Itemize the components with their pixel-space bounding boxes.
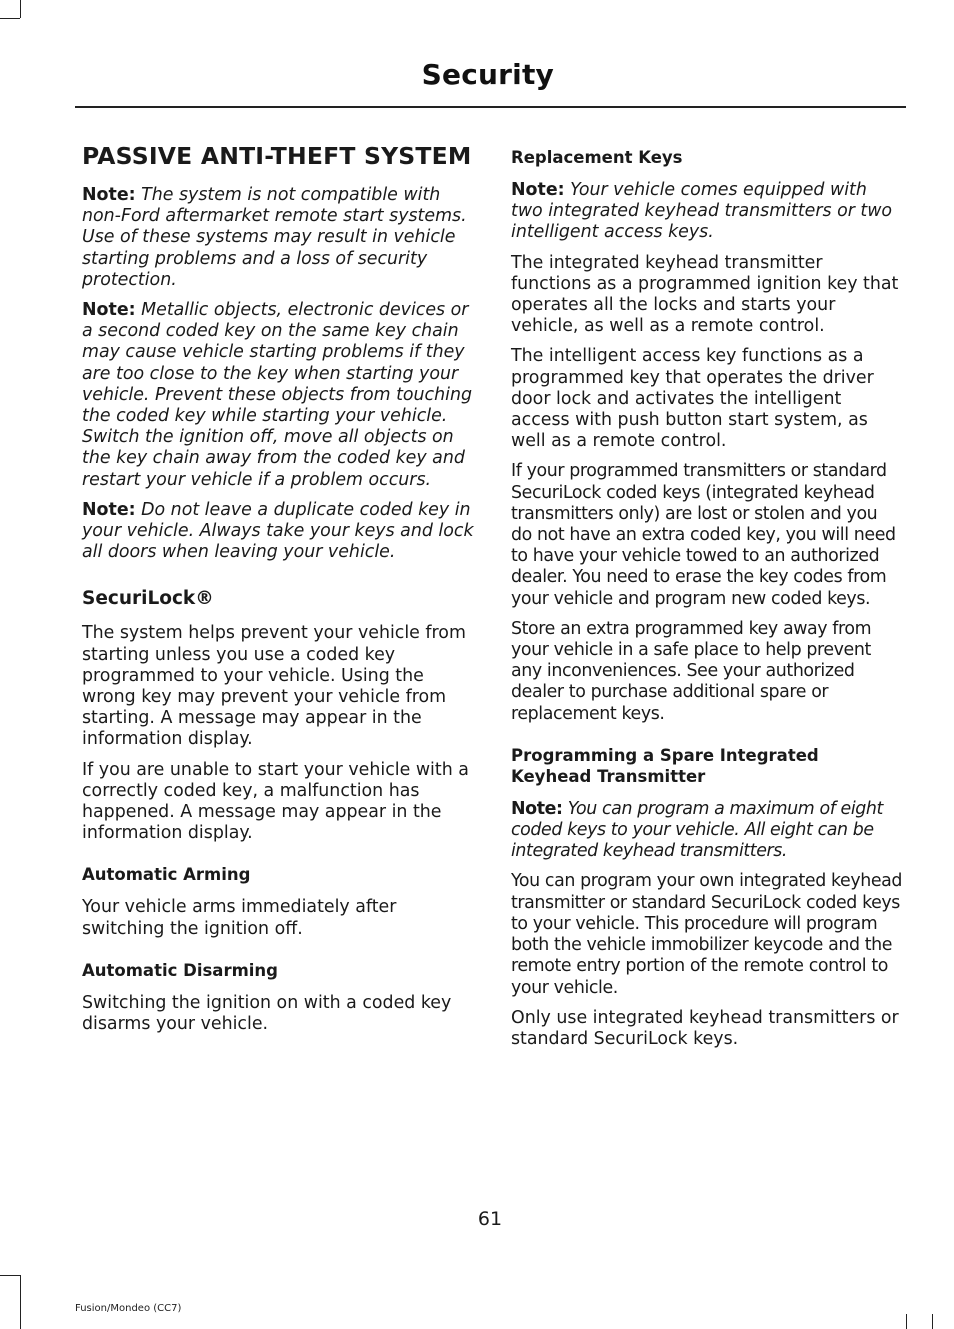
- crop-mark-top-left-v: [20, 0, 21, 18]
- note-text: Your vehicle comes equipped with two integrated keyhead transmitters or two intelligent access keys.: [511, 180, 893, 243]
- right-column: [511, 147, 903, 1059]
- crop-mark-bottom-right-a: [906, 1314, 907, 1329]
- arming-paragraph: Your vehicle arms immediately after switching the ignition off.: [82, 897, 397, 939]
- subsection-heading-automatic-arming: Automatic Arming: [82, 865, 251, 885]
- note-metallic-objects: [82, 300, 474, 491]
- crop-mark-top-left-h: [0, 18, 20, 19]
- subsection-heading-automatic-disarming: Automatic Disarming: [82, 960, 278, 980]
- header-divider: [75, 106, 906, 108]
- left-column: [82, 142, 474, 1044]
- programming-paragraph: You can program your own integrated keyhead transmitter or standard SecuriLock coded keys to your vehicle. This procedure will program both the vehicle immobilizer keycode and the remote entry portion of the remote control to your vehicle.: [511, 871, 903, 998]
- crop-mark-bottom-left-h: [0, 1275, 20, 1276]
- note-maximum-keys: [511, 799, 903, 863]
- crop-mark-bottom-right-b: [932, 1314, 933, 1329]
- note-compatibility: [82, 185, 474, 291]
- disarming-paragraph: Switching the ignition on with a coded key disarms your vehicle.: [82, 992, 452, 1035]
- programming-paragraph: Only use integrated keyhead transmitters or standard SecuriLock keys.: [511, 1007, 899, 1049]
- note-duplicate-key: [82, 500, 474, 564]
- securilock-paragraph: The system helps prevent your vehicle from starting unless you use a coded key programmed to your vehicle. Using the wrong key may prevent your vehicle from starting. A message may appear in the information display.: [82, 623, 466, 750]
- replacement-paragraph: If your programmed transmitters or standard SecuriLock coded keys (integrated keyhead transmitters only) are lost or stolen and you do not have an extra coded key, you will need to have your vehicle towed to an authorized dealer. You need to erase the key codes from your vehicle and program new coded keys.: [511, 461, 896, 609]
- note-label: Note:: [511, 798, 563, 819]
- footer-model: Fusion/Mondeo (CC7): [75, 1303, 182, 1314]
- subsection-heading-securilock: SecuriLock®: [82, 588, 214, 610]
- note-label: Note:: [82, 185, 136, 205]
- subsection-heading-programming-spare: Programming a Spare Integrated Keyhead Transmitter: [511, 745, 819, 786]
- section-heading-passive-anti-theft: PASSIVE ANTI-THEFT SYSTEM: [82, 142, 472, 170]
- crop-mark-bottom-left-v: [20, 1275, 21, 1329]
- subsection-heading-replacement-keys: Replacement Keys: [511, 148, 683, 167]
- page-title: Security: [421, 58, 554, 91]
- note-text: You can program a maximum of eight coded keys to your vehicle. All eight can be integrated keyhead transmitters.: [511, 798, 883, 862]
- note-label: Note:: [511, 180, 565, 200]
- page-number: 61: [477, 1208, 503, 1230]
- securilock-paragraph: If you are unable to start your vehicle with a correctly coded key, a malfunction has happened. A message may appear in the information display.: [82, 759, 469, 844]
- replacement-paragraph: The intelligent access key functions as a programmed key that operates the driver door lock and activates the intelligent access with push button start system, as well as a remote control.: [511, 346, 874, 452]
- replacement-paragraph: Store an extra programmed key away from your vehicle in a safe place to help prevent any inconveniences. See your authorized dealer to purchase additional spare or replacement keys.: [511, 618, 872, 724]
- note-label: Note:: [82, 300, 136, 321]
- note-text: Do not leave a duplicate coded key in your vehicle. Always take your keys and lock all doors when leaving your vehicle.: [82, 499, 474, 563]
- replacement-paragraph: The integrated keyhead transmitter functions as a programmed ignition key that operates all the locks and starts your vehicle, as well as a remote control.: [511, 252, 899, 337]
- note-label: Note:: [82, 499, 136, 520]
- note-text: The system is not compatible with non-Ford aftermarket remote start systems. Use of these systems may result in vehicle starting problems and a loss of security protection.: [82, 185, 467, 290]
- note-text: Metallic objects, electronic devices or a second coded key on the same key chain may cause vehicle starting problems if they are too close to the key when starting your vehicle. Prevent these objects from touching the coded key while starting your vehicle. Switch the ignition off, move all objects on the key chain away from the coded key and restart your vehicle if a problem occurs.: [82, 300, 473, 490]
- note-integrated-keys: [511, 180, 903, 244]
